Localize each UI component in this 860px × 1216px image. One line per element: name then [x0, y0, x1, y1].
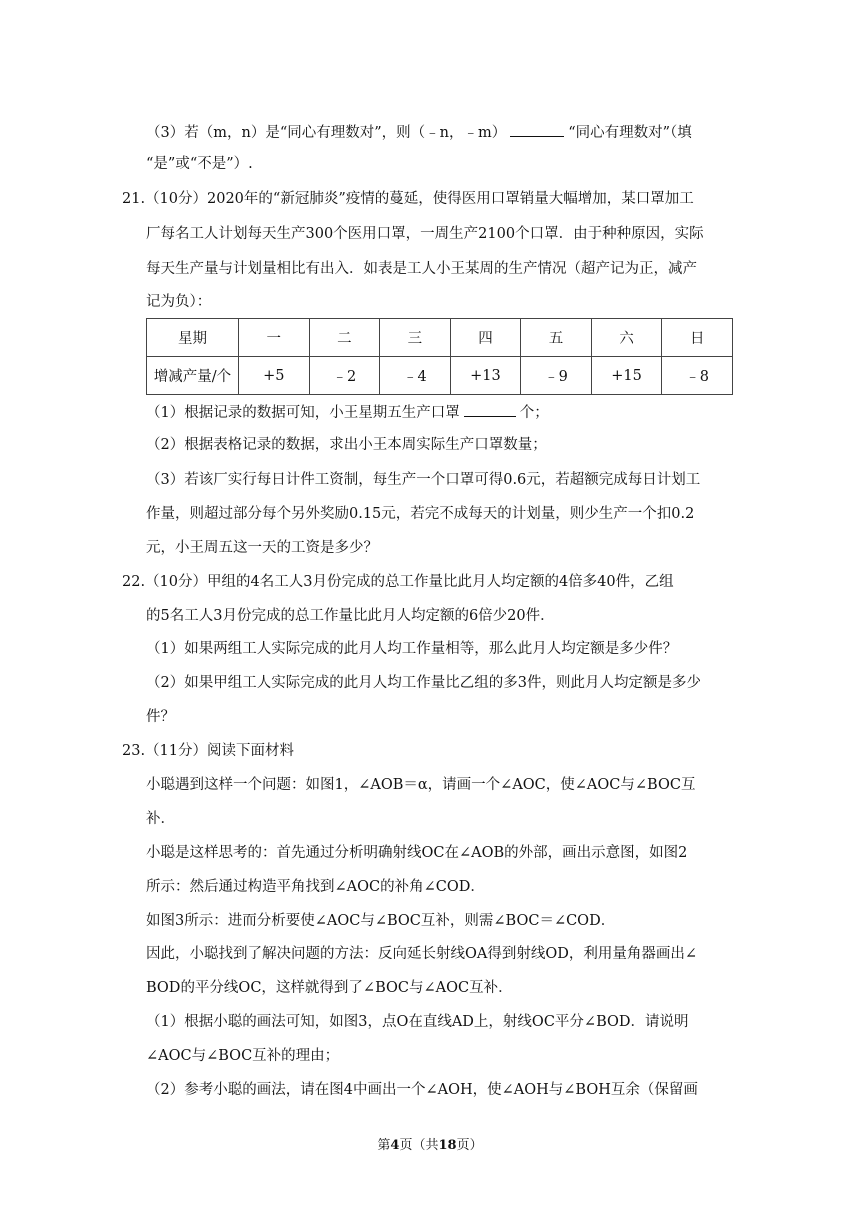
- q23-stem-line7: 因此，小聪找到了解决问题的方法：反向延长射线OA得到射线OD，利用量角器画出∠: [146, 946, 698, 962]
- q23-part2-line1: （2）参考小聪的画法，请在图4中画出一个∠AOH，使∠AOH与∠BOH互余（保留画: [146, 1082, 698, 1098]
- footer-text: 页）: [456, 1138, 483, 1153]
- q20-part3-line1: [146, 122, 692, 143]
- table-header-cell: 一: [239, 319, 310, 357]
- footer-text: 页（共: [399, 1138, 439, 1153]
- page-footer: [0, 1137, 860, 1155]
- table-header-row: [147, 319, 733, 357]
- q21-part1-text: （1）根据记录的数据可知，小王星期五生产口罩: [146, 405, 460, 421]
- table-cell: ﹣4: [380, 357, 451, 395]
- table-cell: +15: [591, 357, 662, 395]
- q21-part2: （2）根据表格记录的数据，求出小王本周实际生产口罩数量；: [146, 437, 547, 453]
- q21-part3-line3: 元，小王周五这一天的工资是多少？: [146, 540, 378, 556]
- table-cell: ﹣8: [662, 357, 733, 395]
- page-number: 4: [390, 1138, 400, 1153]
- q21-part1: [146, 402, 549, 423]
- table-cell: +5: [239, 357, 310, 395]
- q21-stem-line3: 每天生产量与计划量相比有出入．如表是工人小王某周的生产情况（超产记为正，减产: [146, 261, 697, 277]
- table-header-cell: 日: [662, 319, 733, 357]
- q23-stem-line5: 所示：然后通过构造平角找到∠AOC的补角∠COD．: [146, 879, 485, 895]
- q21-part3-line2: 作量，则超过部分每个另外奖励0.15元，若完不成每天的计划量，则少生产一个扣0.2: [146, 506, 695, 522]
- q22-part1: （1）如果两组工人实际完成的此月人均工作量相等，那么此月人均定额是多少件？: [146, 641, 678, 657]
- table-row: [147, 357, 733, 395]
- q21-stem-line2: 厂每名工人计划每天生产300个医用口罩，一周生产2100个口罩．由于种种原因，实际: [146, 226, 704, 242]
- q22-stem-line1: 22.（10分）甲组的4名工人3月份完成的总工作量比此月人均定额的4倍多40件，乙组: [122, 574, 674, 590]
- page-total: 18: [438, 1138, 457, 1153]
- table-header-cell: 星期: [147, 319, 239, 357]
- q20-part3-line2: “是”或“不是”）.: [146, 156, 253, 172]
- q20-part3-text-b: “同心有理数对”（填: [568, 125, 692, 141]
- table-header-cell: 三: [380, 319, 451, 357]
- footer-text: 第: [377, 1138, 391, 1153]
- q21-part3-line1: （3）若该厂实行每日计件工资制，每生产一个口罩可得0.6元，若超额完成每日计划工: [146, 472, 701, 488]
- answer-blank[interactable]: [510, 122, 564, 137]
- table-header-cell: 六: [591, 319, 662, 357]
- q23-stem-line4: 小聪是这样思考的：首先通过分析明确射线OC在∠AOB的外部，画出示意图，如图2: [146, 845, 688, 861]
- q23-part1-line2: ∠AOC与∠BOC互补的理由；: [146, 1048, 340, 1064]
- table-header-cell: 四: [450, 319, 521, 357]
- q23-stem-line6: 如图3所示：进而分析要使∠AOC与∠BOC互补，则需∠BOC＝∠COD．: [146, 913, 616, 929]
- table-cell: 增减产量/个: [147, 357, 239, 395]
- q21-stem-line1: 21.（10分）2020年的“新冠肺炎”疫情的蔓延，使得医用口罩销量大幅增加，某口罩加工: [122, 191, 694, 207]
- q23-stem-line3: 补．: [146, 811, 175, 827]
- q23-stem-line8: BOD的平分线OC，这样就得到了∠BOC与∠AOC互补．: [146, 980, 513, 996]
- q23-part1-line1: （1）根据小聪的画法可知，如图3，点O在直线AD上，射线OC平分∠BOD．请说明: [146, 1014, 689, 1030]
- table-header-cell: 五: [521, 319, 592, 357]
- q21-stem-line4: 记为负）：: [146, 294, 212, 310]
- q23-stem-line1: 23.（11分）阅读下面材料: [122, 743, 295, 759]
- answer-blank[interactable]: [464, 402, 516, 417]
- production-table: [146, 318, 733, 395]
- q23-stem-line2: 小聪遇到这样一个问题：如图1，∠AOB＝α，请画一个∠AOC，使∠AOC与∠BOC互: [146, 777, 696, 793]
- table-header-cell: 二: [309, 319, 380, 357]
- q21-part1-text-b: 个；: [519, 405, 549, 421]
- table-cell: +13: [450, 357, 521, 395]
- q20-part3-text: （3）若（m，n）是“同心有理数对”，则（﹣n，﹣m）: [146, 125, 507, 141]
- q22-part2-line1: （2）如果甲组工人实际完成的此月人均工作量比乙组的多3件，则此月人均定额是多少: [146, 675, 701, 691]
- q22-stem-line2: 的5名工人3月份完成的总工作量比此月人均定额的6倍少20件．: [146, 608, 555, 624]
- q22-part2-line2: 件？: [146, 709, 175, 725]
- table-cell: ﹣2: [309, 357, 380, 395]
- table-cell: ﹣9: [521, 357, 592, 395]
